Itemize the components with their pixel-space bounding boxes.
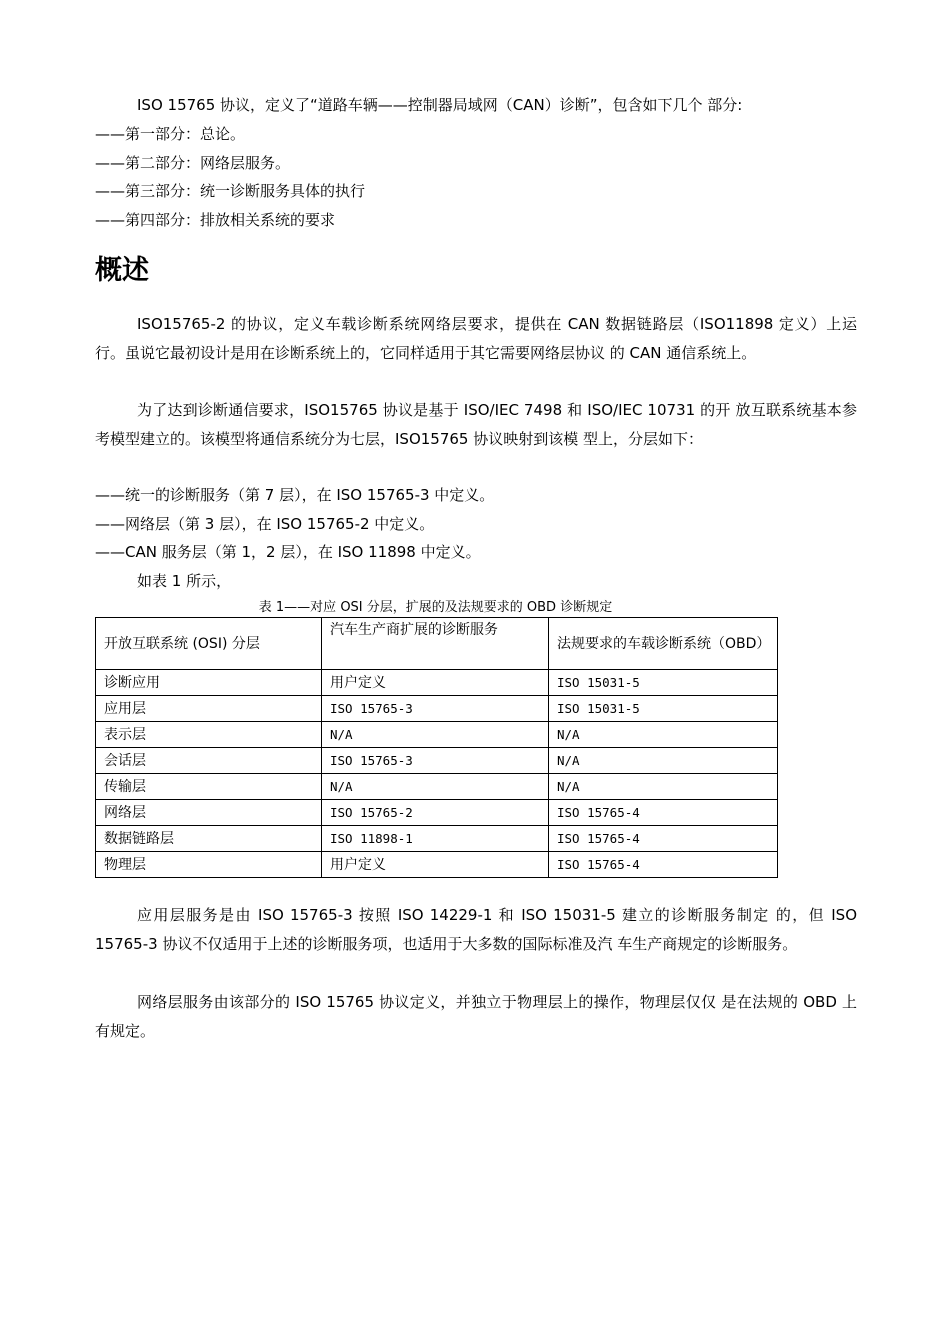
table-header-row [96,618,778,670]
table-cell: ISO 15765-2 [322,800,549,826]
table-cell: 诊断应用 [96,670,322,696]
overview-paragraph-2 [95,396,857,454]
table-cell: 用户定义 [322,852,549,878]
table-cell: N/A [549,774,778,800]
table-caption: 表 1——对应 OSI 分层，扩展的及法规要求的 OBD 诊断规定 [258,600,613,615]
table-cell: 网络层 [96,800,322,826]
table-row [96,670,778,696]
table-cell: ISO 15031-5 [549,670,778,696]
closing-paragraph-1 [95,901,857,959]
table-cell: N/A [549,748,778,774]
header-cell: 法规要求的车载诊断系统（OBD） [549,618,778,670]
table-cell: 应用层 [96,696,322,722]
closing-paragraph-2 [95,988,857,1046]
table-cell: 会话层 [96,748,322,774]
table-cell: ISO 15765-4 [549,800,778,826]
part-item: ——第一部分：总论。 [95,125,246,143]
overview-text-1: ISO15765-2 的协议，定义车载诊断系统网络层要求，提供在 CAN 数据链路层（ISO11898 定义）上运行。虽说它最初设计是用在诊断系统上的，它同样适用于其它需要网络层协议 的 CAN 通信系统上。 [95,315,857,362]
table-cell: 物理层 [96,852,322,878]
intro-line: ISO 15765 协议，定义了“道路车辆——控制器局域网（CAN）诊断”，包含如下几个 部分: [137,96,743,114]
table-cell: N/A [322,722,549,748]
part-item: ——第四部分：排放相关系统的要求 [95,211,336,229]
table-cell: 传输层 [96,774,322,800]
table-row [96,774,778,800]
part-item: ——第二部分：网络层服务。 [95,154,291,172]
table-cell: ISO 15765-3 [322,696,549,722]
table-cell: 用户定义 [322,670,549,696]
osi-table [95,617,778,878]
section-heading: 概述 [95,255,149,286]
closing-text-1: 应用层服务是由 ISO 15765-3 按照 ISO 14229-1 和 ISO 15031-5 建立的诊断服务制定 的，但 ISO 15765-3 协议不仅适用于上述的诊断服务项，也适用于大多数的国际标准及汽 车生产商规定的诊断服务。 [95,906,857,953]
table-cell: ISO 15765-3 [322,748,549,774]
overview-paragraph-1 [95,310,857,368]
layer-item: ——CAN 服务层（第 1，2 层），在 ISO 11898 中定义。 [95,543,481,561]
table-cell: 数据链路层 [96,826,322,852]
table-cell: ISO 15765-4 [549,852,778,878]
header-cell: 汽车生产商扩展的诊断服务 [322,618,549,670]
table-reference: 如表 1 所示， [137,572,232,590]
layer-item: ——统一的诊断服务（第 7 层），在 ISO 15765-3 中定义。 [95,486,495,504]
closing-text-2: 网络层服务由该部分的 ISO 15765 协议定义，并独立于物理层上的操作，物理层仅仅 是在法规的 OBD 上有规定。 [95,993,857,1040]
table-cell: ISO 15765-4 [549,826,778,852]
table-row [96,696,778,722]
table-cell: ISO 15031-5 [549,696,778,722]
table-row [96,722,778,748]
table-cell: N/A [549,722,778,748]
table-cell: ISO 11898-1 [322,826,549,852]
table-cell: 表示层 [96,722,322,748]
table-row [96,748,778,774]
overview-text-2: 为了达到诊断通信要求，ISO15765 协议是基于 ISO/IEC 7498 和 ISO/IEC 10731 的开 放互联系统基本参考模型建立的。该模型将通信系统分为七层，ISO15765 协议映射到该模 型上，分层如下： [95,401,857,448]
layer-item: ——网络层（第 3 层），在 ISO 15765-2 中定义。 [95,515,435,533]
header-cell: 开放互联系统 (OSI) 分层 [96,618,322,670]
table-row [96,852,778,878]
part-item: ——第三部分：统一诊断服务具体的执行 [95,182,366,200]
table-row [96,800,778,826]
table-row [96,826,778,852]
table-cell: N/A [322,774,549,800]
